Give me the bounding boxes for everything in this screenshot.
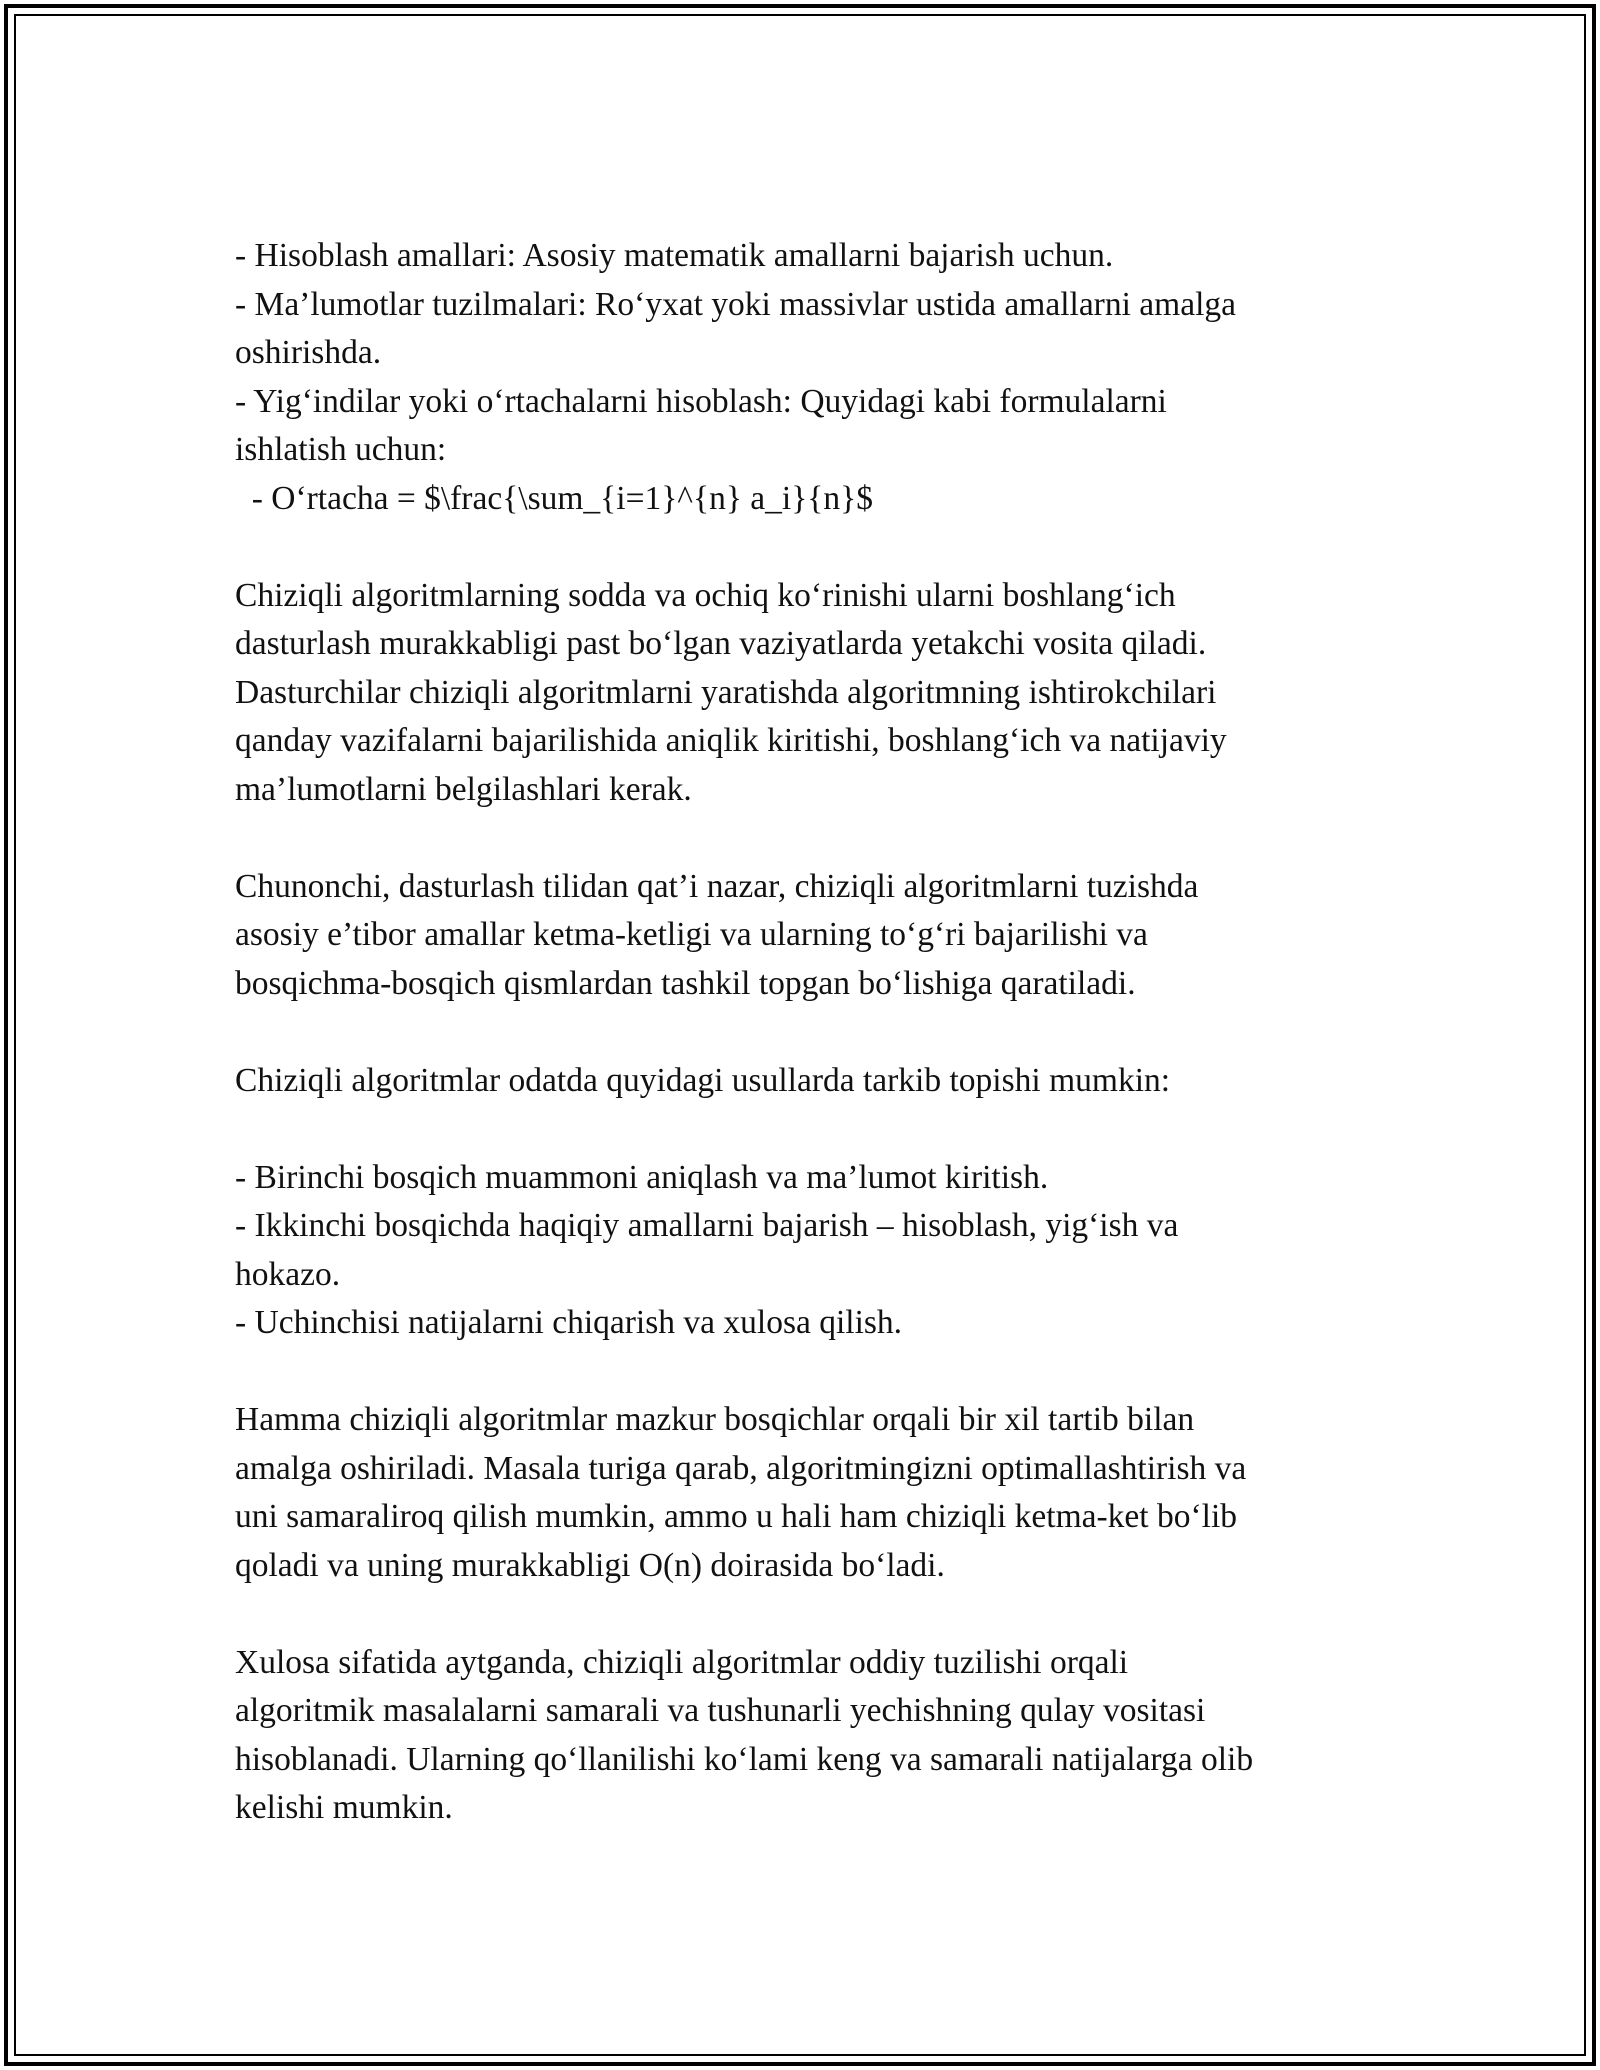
formula-line: - O‘rtacha = $\frac{\sum_{i=1}^{n} a_i}{n}$	[235, 479, 873, 517]
paragraph-conclusion	[235, 1639, 1365, 1833]
text-line: - Hisoblash amallari: Asosiy matematik amallarni bajarish uchun.	[235, 237, 1114, 274]
list-item: - Birinchi bosqich muammoni aniqlash va ma’lumot kiritish.	[235, 1158, 1049, 1196]
text-line: Dasturchilar chiziqli algoritmlarni yaratishda algoritmning ishtirokchilari	[235, 673, 1217, 711]
text-line: - Yig‘indilar yoki o‘rtachalarni hisoblash: Quyidagi kabi formulalarni	[235, 382, 1167, 420]
paragraph-operations-list	[235, 232, 1365, 523]
paragraph-stages-list	[235, 1154, 1365, 1348]
text-line: - Ma’lumotlar tuzilmalari: Ro‘yxat yoki massivlar ustida amallarni amalga	[235, 285, 1236, 323]
document-body	[235, 232, 1365, 1833]
text-line: qanday vazifalarni bajarilishida aniqlik kiritishi, boshlang‘ich va natijaviy	[235, 722, 1227, 759]
paragraph-stages-intro	[235, 1057, 1365, 1106]
text-line: Xulosa sifatida aytganda, chiziqli algoritmlar oddiy tuzilishi orqali	[235, 1643, 1129, 1681]
text-line: Chunonchi, dasturlash tilidan qat’i nazar, chiziqli algoritmlarni tuzishda	[235, 867, 1199, 905]
text-line: ma’lumotlarni belgilashlari kerak.	[235, 770, 692, 808]
text-line: Chiziqli algoritmlarning sodda va ochiq ko‘rinishi ularni boshlang‘ich	[235, 576, 1176, 614]
text-line: Chiziqli algoritmlar odatda quyidagi usullarda tarkib topishi mumkin:	[235, 1061, 1171, 1099]
paragraph-complexity	[235, 1396, 1365, 1590]
text-line: dasturlash murakkabligi past bo‘lgan vaziyatlarda yetakchi vosita qiladi.	[235, 625, 1207, 662]
text-line: hokazo.	[235, 1255, 341, 1293]
text-line: kelishi mumkin.	[235, 1789, 453, 1826]
text-line: hisoblanadi. Ularning qo‘llanilishi ko‘lami keng va samarali natijalarga olib	[235, 1740, 1254, 1778]
text-line: amalga oshiriladi. Masala turiga qarab, algoritmingizni optimallashtirish va	[235, 1449, 1247, 1487]
text-line: Hamma chiziqli algoritmlar mazkur bosqichlar orqali bir xil tartib bilan	[235, 1401, 1195, 1438]
text-line: qoladi va uning murakkabligi O(n) doirasida bo‘ladi.	[235, 1546, 945, 1584]
list-item: - Uchinchisi natijalarni chiqarish va xulosa qilish.	[235, 1304, 903, 1341]
text-line: bosqichma-bosqich qismlardan tashkil topgan bo‘lishiga qaratiladi.	[235, 964, 1136, 1002]
text-line: oshirishda.	[235, 334, 382, 371]
text-line: uni samaraliroq qilish mumkin, ammo u hali ham chiziqli ketma-ket bo‘lib	[235, 1498, 1238, 1535]
text-line: asosiy e’tibor amallar ketma-ketligi va ularning to‘g‘ri bajarilishi va	[235, 916, 1148, 953]
paragraph-sequence-focus	[235, 863, 1365, 1009]
list-item: - Ikkinchi bosqichda haqiqiy amallarni bajarish – hisoblash, yig‘ish va	[235, 1207, 1179, 1244]
paragraph-simplicity	[235, 572, 1365, 815]
text-line: ishlatish uchun:	[235, 431, 447, 468]
text-line: algoritmik masalalarni samarali va tushunarli yechishning qulay vositasi	[235, 1692, 1206, 1729]
